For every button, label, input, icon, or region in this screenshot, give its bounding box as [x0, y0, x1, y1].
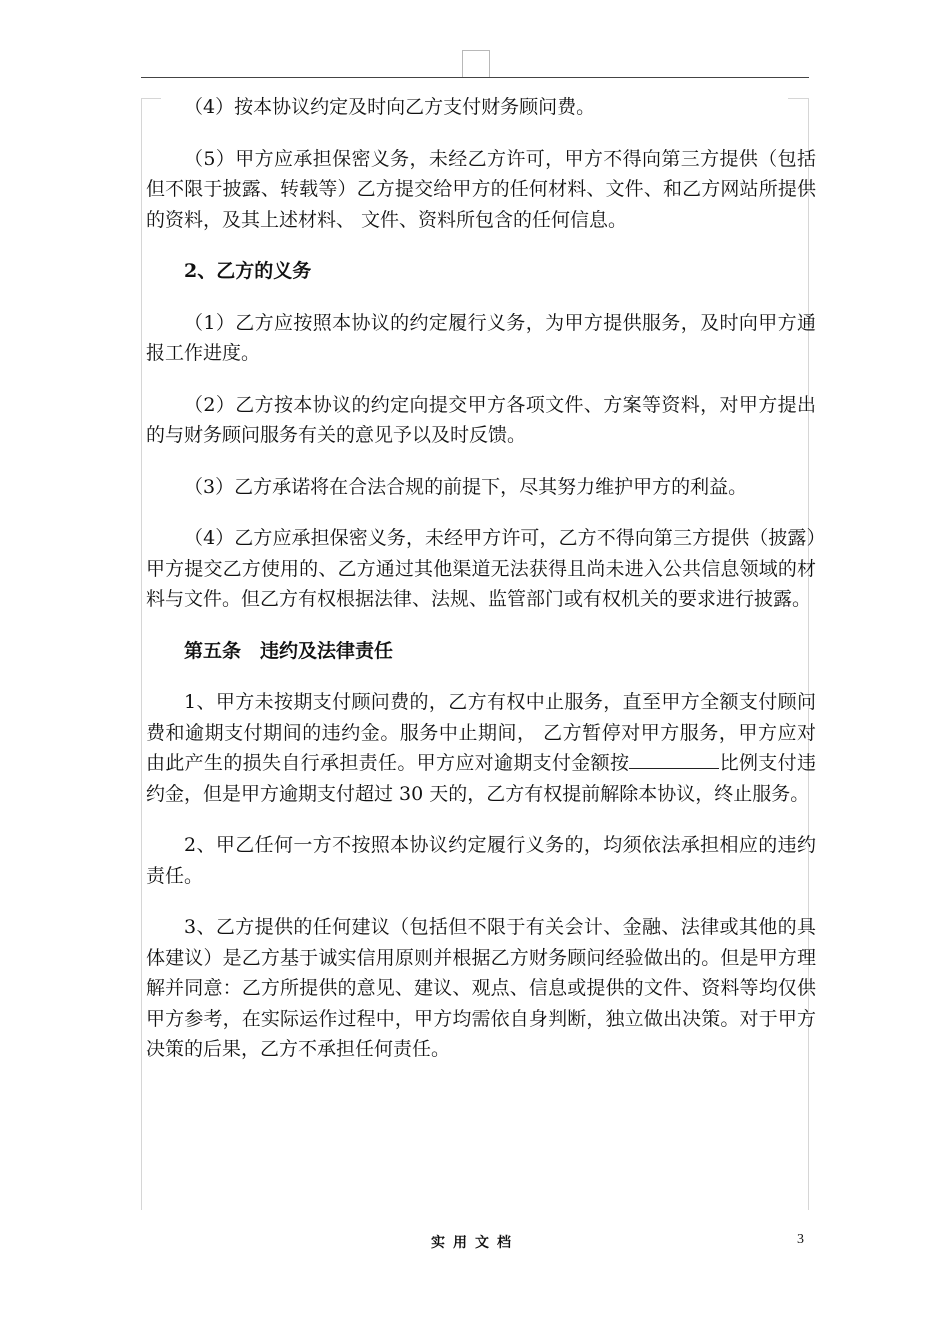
breach-clause-1-part-a: 1、甲方未按期支付顾问费的，乙方有权中止服务，直至甲方全额支付顾问费和逾期支付期间的违约金。服务中止期间， 乙方暂停对甲方服务，甲方应对由此产生的损失自行承担责任。甲方应对逾期支付金额按	[146, 691, 816, 774]
party-b-duty-1: （1）乙方应按照本协议的约定履行义务，为甲方提供服务，及时向甲方通报工作进度。	[146, 311, 816, 364]
header-rule	[141, 77, 809, 78]
breach-clause-1	[146, 687, 816, 809]
document-body	[146, 92, 816, 1086]
header-tab-box	[462, 50, 490, 78]
page-frame-left	[141, 98, 142, 1210]
party-a-duty-5: （5）甲方应承担保密义务，未经乙方许可，甲方不得向第三方提供（包括但不限于披露、转载等）乙方提交给甲方的任何材料、文件、和乙方网站所提供的资料，及其上述材料、 文件、资料所包含的任何信息。	[146, 147, 816, 231]
party-b-duty-3: （3）乙方承诺将在合法合规的前提下，尽其努力维护甲方的利益。	[184, 475, 748, 498]
article-5-heading: 第五条 违约及法律责任	[184, 639, 394, 662]
fill-in-blank[interactable]	[629, 750, 719, 769]
party-b-duty-4: （4）乙方应承担保密义务，未经甲方许可，乙方不得向第三方提供（披露）甲方提交乙方使用的、乙方通过其他渠道无法获得且尚未进入公共信息领域的材料与文件。但乙方有权根据法律、法规、监管部门或有权机关的要求进行披露。	[146, 527, 816, 610]
section-heading-party-b-duties: 2、乙方的义务	[184, 260, 312, 282]
party-a-duty-4: （4）按本协议约定及时向乙方支付财务顾问费。	[184, 96, 596, 118]
breach-clause-2: 2、甲乙任何一方不按照本协议约定履行义务的，均须依法承担相应的违约责任。	[146, 834, 816, 887]
footer-label: 实用文档	[431, 1235, 519, 1251]
party-b-duty-2: （2）乙方按本协议的约定向提交甲方各项文件、方案等资料，对甲方提出的与财务顾问服务有关的意见予以及时反馈。	[146, 393, 816, 446]
breach-clause-1-part-b: 比例支付违约金，但是甲方逾期支付超过 30 天的，乙方有权提前解除本协议，终止服务。	[146, 752, 816, 805]
page-number: 3	[797, 1232, 804, 1247]
breach-clause-3: 3、乙方提供的任何建议（包括但不限于有关会计、金融、法律或其他的具体建议）是乙方基于诚实信用原则并根据乙方财务顾问经验做出的。但是甲方理解并同意：乙方所提供的意见、建议、观点、信息或提供的文件、资料等均仅供甲方参考，在实际运作过程中，甲方均需依自身判断，独立做出决策。对于甲方决策的后果，乙方不承担任何责任。	[146, 916, 816, 1060]
